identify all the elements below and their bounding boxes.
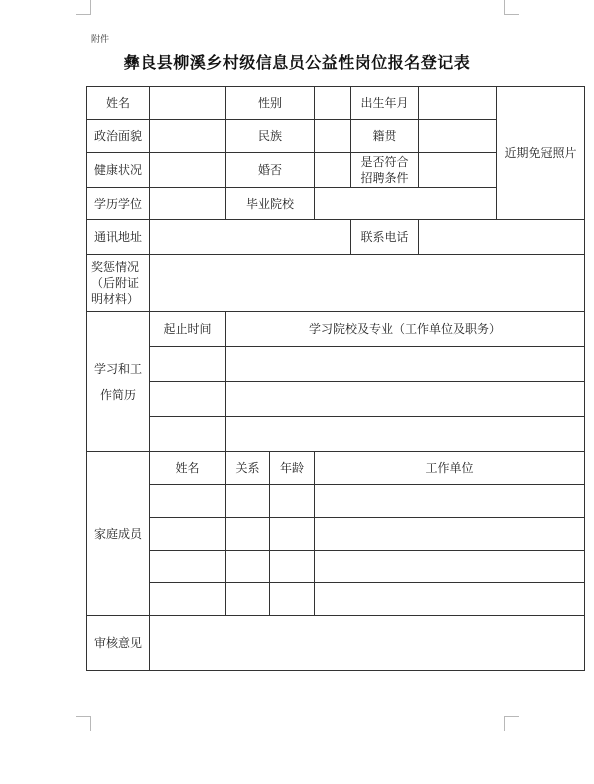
family-col-work: 工作单位 <box>315 452 585 485</box>
label-awards-line2: （后附证 <box>91 276 140 290</box>
row-contact <box>87 220 585 255</box>
resume-period-field[interactable] <box>150 382 226 417</box>
label-political: 政治面貌 <box>87 120 150 153</box>
resume-col-detail: 学习院校及专业（工作单位及职务） <box>226 312 585 347</box>
field-address[interactable] <box>150 220 351 255</box>
family-row <box>87 551 585 583</box>
label-qualify-line1: 是否符合 <box>360 155 409 169</box>
crop-mark-top-left <box>76 0 91 15</box>
crop-mark-bottom-right <box>504 716 519 731</box>
label-photo: 近期免冠照片 <box>504 146 577 160</box>
registration-form <box>86 86 585 671</box>
family-age-field[interactable] <box>270 551 315 583</box>
label-awards-line1: 奖惩情况 <box>91 260 140 274</box>
family-work-field[interactable] <box>315 518 585 551</box>
row-basic-1 <box>87 87 585 120</box>
family-name-field[interactable] <box>150 551 226 583</box>
resume-row <box>87 382 585 417</box>
field-marital[interactable] <box>315 153 351 188</box>
resume-col-period: 起止时间 <box>150 312 226 347</box>
row-review <box>87 616 585 671</box>
photo-cell[interactable] <box>497 87 585 220</box>
label-ethnicity: 民族 <box>226 120 315 153</box>
label-awards <box>87 255 150 312</box>
label-family: 家庭成员 <box>87 452 150 616</box>
field-qualify[interactable] <box>419 153 497 188</box>
family-row <box>87 485 585 518</box>
field-awards[interactable] <box>150 255 585 312</box>
family-relation-field[interactable] <box>226 485 270 518</box>
field-review[interactable] <box>150 616 585 671</box>
label-awards-line3: 明材料） <box>91 292 140 306</box>
family-age-field[interactable] <box>270 583 315 616</box>
family-row <box>87 518 585 551</box>
family-work-field[interactable] <box>315 551 585 583</box>
label-review: 审核意见 <box>87 616 150 671</box>
family-relation-field[interactable] <box>226 551 270 583</box>
field-birth[interactable] <box>419 87 497 120</box>
resume-detail-field[interactable] <box>226 417 585 452</box>
label-address: 通讯地址 <box>87 220 150 255</box>
family-col-relation: 关系 <box>226 452 270 485</box>
label-name: 姓名 <box>87 87 150 120</box>
label-phone: 联系电话 <box>351 220 419 255</box>
family-row <box>87 583 585 616</box>
resume-period-field[interactable] <box>150 347 226 382</box>
row-awards <box>87 255 585 312</box>
attachment-label: 附件 <box>91 35 110 45</box>
family-col-name: 姓名 <box>150 452 226 485</box>
family-age-field[interactable] <box>270 518 315 551</box>
family-relation-field[interactable] <box>226 583 270 616</box>
resume-row <box>87 417 585 452</box>
field-phone[interactable] <box>419 220 585 255</box>
resume-period-field[interactable] <box>150 417 226 452</box>
resume-row <box>87 347 585 382</box>
family-work-field[interactable] <box>315 485 585 518</box>
family-name-field[interactable] <box>150 485 226 518</box>
label-gender: 性别 <box>226 87 315 120</box>
label-health: 健康状况 <box>87 153 150 188</box>
label-qualify-line2: 招聘条件 <box>360 171 409 185</box>
label-resume <box>87 312 150 452</box>
family-header-row <box>87 452 585 485</box>
family-age-field[interactable] <box>270 485 315 518</box>
label-qualify <box>351 153 419 188</box>
resume-detail-field[interactable] <box>226 347 585 382</box>
family-relation-field[interactable] <box>226 518 270 551</box>
page-title: 彝良县柳溪乡村级信息员公益性岗位报名登记表 <box>123 53 471 72</box>
label-native-place: 籍贯 <box>351 120 419 153</box>
field-political[interactable] <box>150 120 226 153</box>
label-marital: 婚否 <box>226 153 315 188</box>
label-birth: 出生年月 <box>351 87 419 120</box>
field-graduate-school[interactable] <box>315 188 497 220</box>
field-education[interactable] <box>150 188 226 220</box>
resume-header-row <box>87 312 585 347</box>
resume-detail-field[interactable] <box>226 382 585 417</box>
field-ethnicity[interactable] <box>315 120 351 153</box>
family-name-field[interactable] <box>150 583 226 616</box>
family-name-field[interactable] <box>150 518 226 551</box>
label-graduate-school: 毕业院校 <box>226 188 315 220</box>
label-resume-line2: 作简历 <box>99 387 136 402</box>
field-gender[interactable] <box>315 87 351 120</box>
field-name[interactable] <box>150 87 226 120</box>
crop-mark-bottom-left <box>76 716 91 731</box>
label-resume-line1: 学习和工 <box>93 361 142 376</box>
field-health[interactable] <box>150 153 226 188</box>
family-work-field[interactable] <box>315 583 585 616</box>
crop-mark-top-right <box>504 0 519 15</box>
field-native-place[interactable] <box>419 120 497 153</box>
family-col-age: 年龄 <box>270 452 315 485</box>
label-education: 学历学位 <box>87 188 150 220</box>
